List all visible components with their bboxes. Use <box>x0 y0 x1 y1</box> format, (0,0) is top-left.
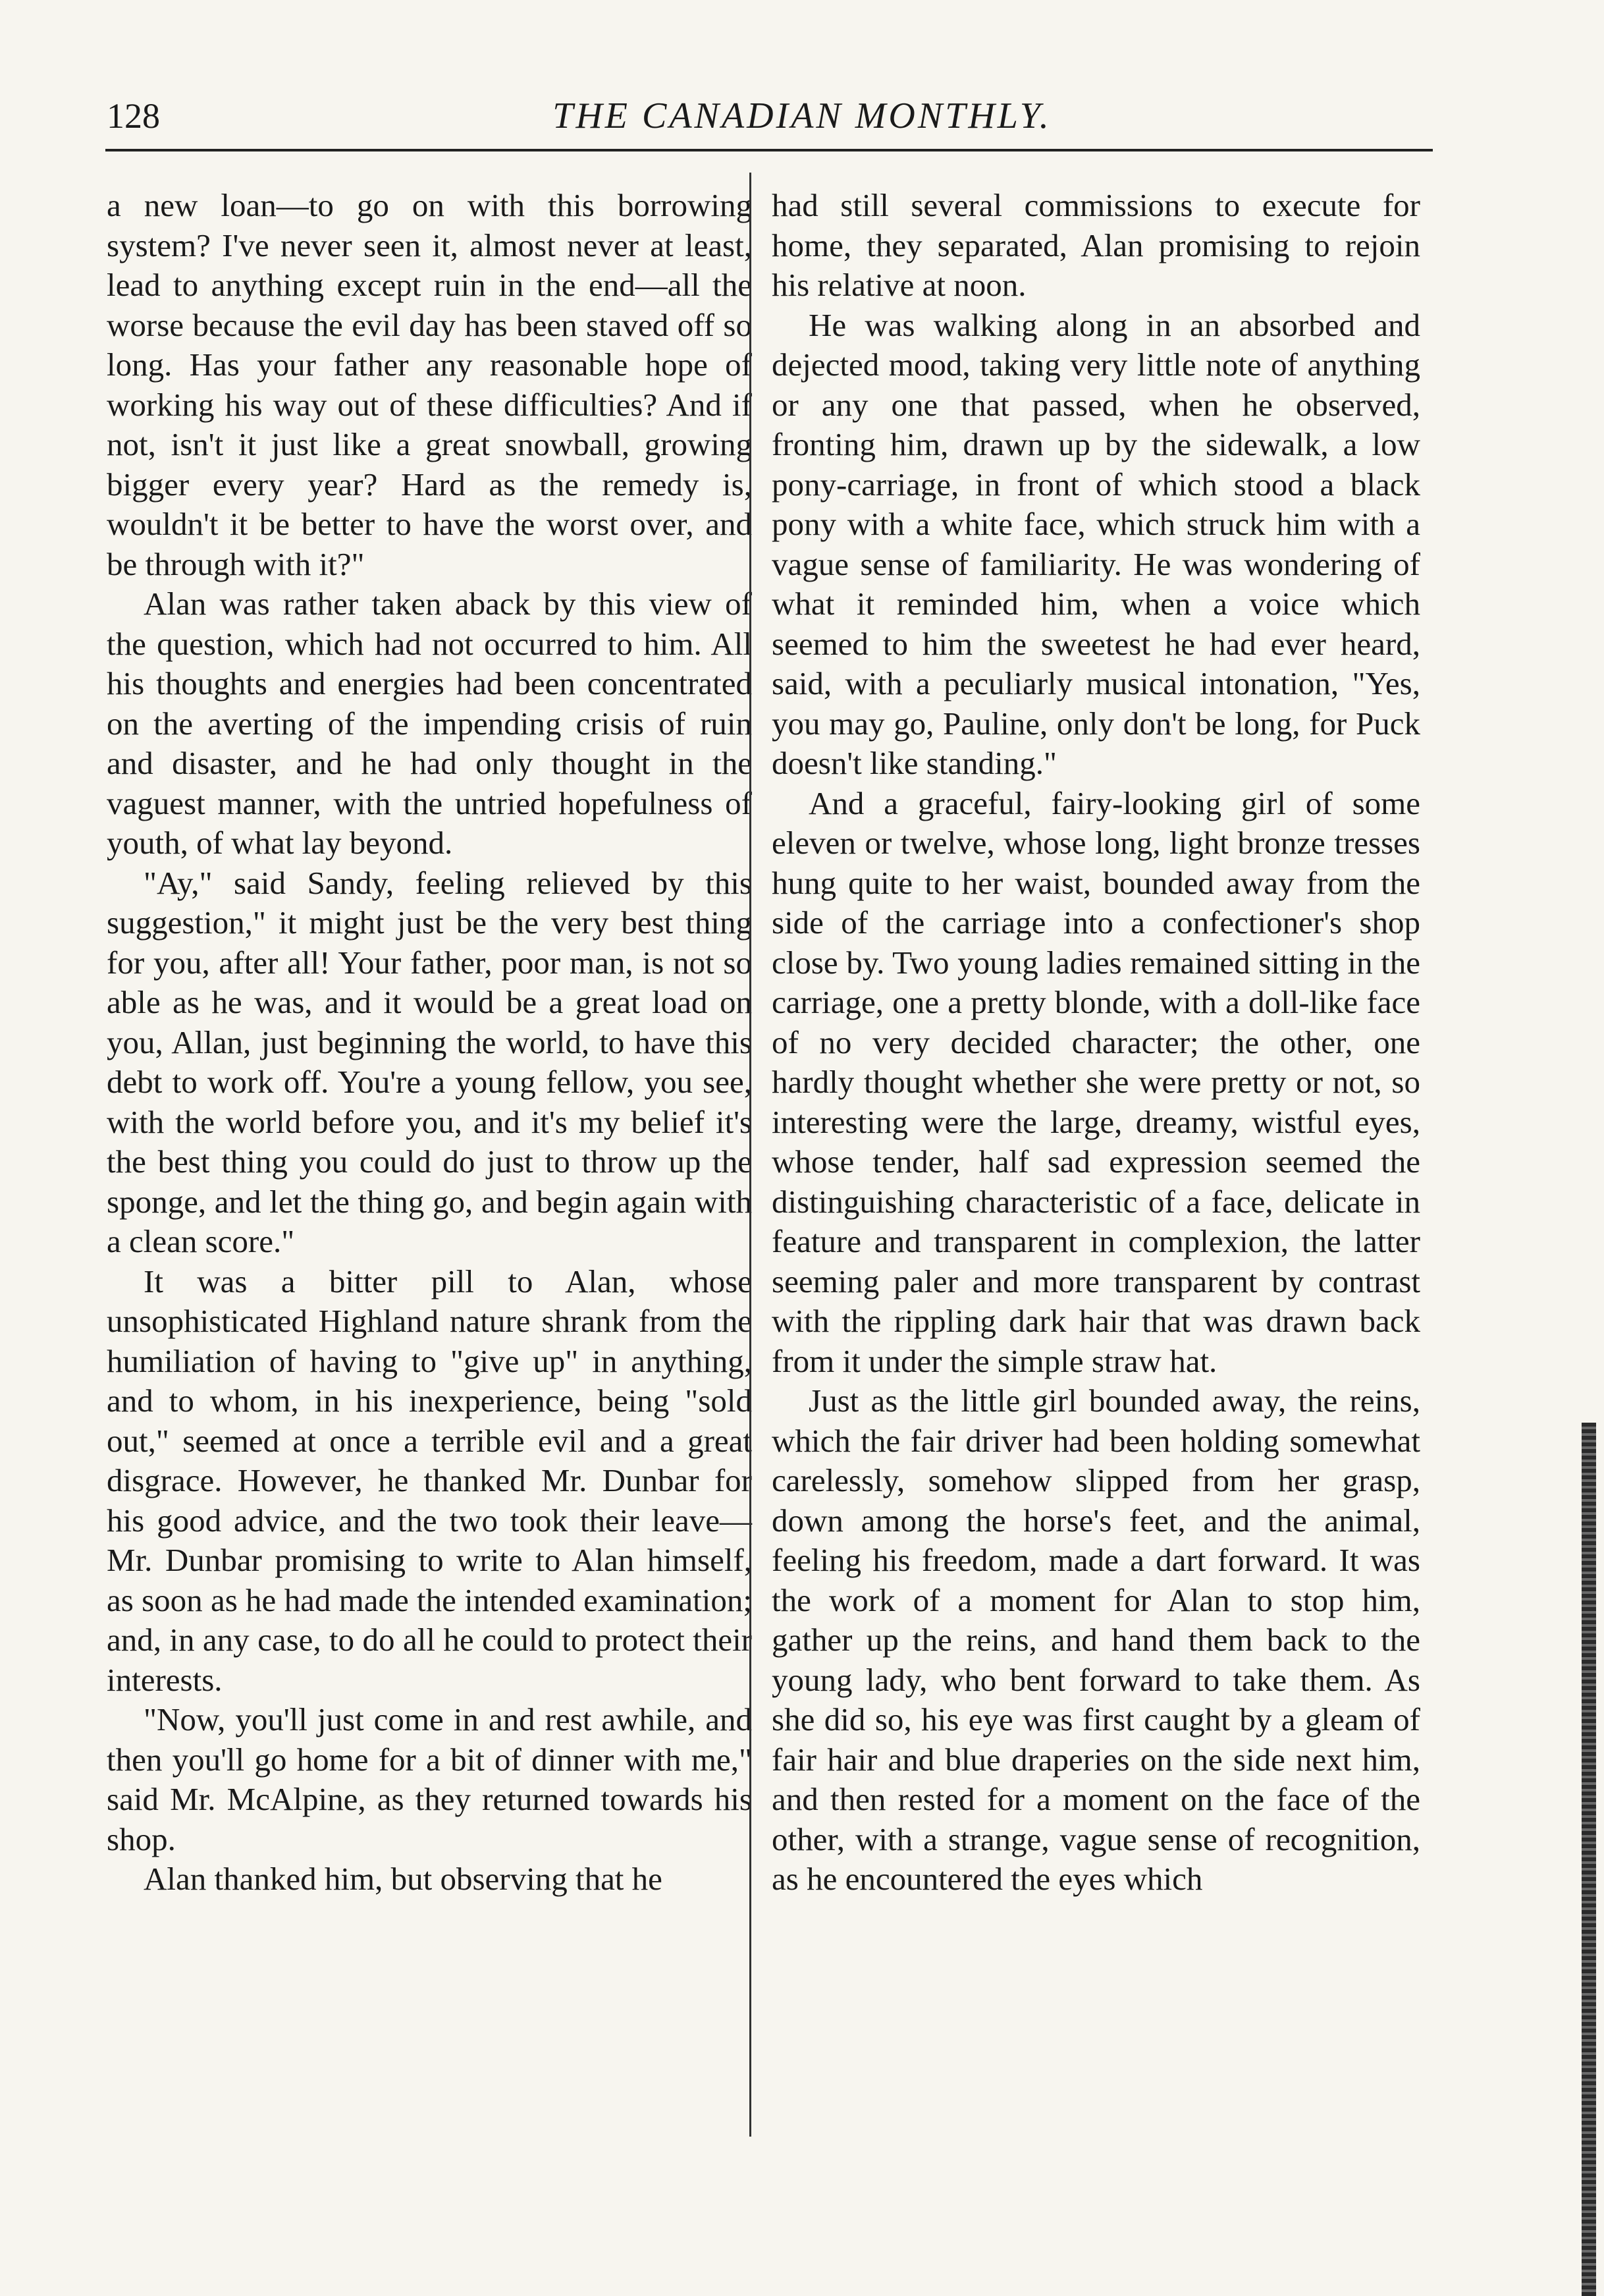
paragraph: had still several commissions to execute for home, they separated, Alan promising to rejoin his relative at noon. <box>772 187 1420 303</box>
left-column <box>107 186 752 1900</box>
paragraph: Just as the little girl bounded away, the reins, which the fair driver had been holding somewhat carelessly, somehow slipped from her grasp, down among the horse's feet, and the animal, feeling his freedom, made a dart forward. It was the work of a moment for Alan to stop him, gather up the reins, and hand them back to the young lady, who bent forward to take them. As she did so, his eye was first caught by a gleam of fair hair and blue draperies on the side next him, and then rested for a moment on the face of the other, with a strange, vague sense of recognition, as he encountered the eyes which <box>772 1382 1420 1897</box>
paragraph: "Now, you'll just come in and rest awhile, and then you'll go home for a bit of dinner with me," said Mr. McAlpine, as they returned towards his shop. <box>107 1701 752 1857</box>
column-divider <box>749 173 751 2137</box>
paragraph: "Ay," said Sandy, feeling relieved by this suggestion," it might just be the very best thing for you, after all! Your father, poor man, is not so able as he was, and it would be a great load on you, Allan, just beginning the world, to have this debt to work off. You're a young fellow, you see, with the world before you, and it's my belief it's the best thing you could do just to throw up the sponge, and let the thing go, and begin again with a clean score." <box>107 864 752 1259</box>
page-number: 128 <box>107 96 160 136</box>
paragraph: a new loan—to go on with this borrowing system? I've never seen it, almost never at least, lead to anything except ruin in the end—all the worse because the evil day has been staved off so long. Has your father any reasonable hope of working his way out of these difficulties? And if not, isn't it just like a great snowball, growing bigger every year? Hard as the remedy is, wouldn't it be better to have the worst over, and be through with it?" <box>107 187 752 582</box>
running-head: THE CANADIAN MONTHLY. <box>552 96 1052 136</box>
right-column <box>772 186 1420 1900</box>
paragraph: Alan thanked him, but observing that he <box>144 1861 662 1897</box>
paragraph: And a graceful, fairy-looking girl of some eleven or twelve, whose long, light bronze tresses hung quite to her waist, bounded away from the side of the carriage into a confectioner's shop close by. Two young ladies remained sitting in the carriage, one a pretty blonde, with a doll-like face of no very decided character; the other, one hardly thought whether she were pretty or not, so interesting were the large, dreamy, wistful eyes, whose tender, half sad expression seemed the distinguishing characteristic of a face, delicate in feature and transparent in complexion, the latter seeming paler and more transparent by contrast with the rippling dark hair that was drawn back from it under the simple straw hat. <box>772 784 1420 1379</box>
binding-edge-shadow <box>1582 1423 1596 2296</box>
paragraph: It was a bitter pill to Alan, whose unsophisticated Highland nature shrank from the humiliation of having to "give up" in anything, and to whom, in his inexperience, being "sold out," seemed at once a terrible evil and a great disgrace. However, he thanked Mr. Dunbar for his good advice, and the two took their leave—Mr. Dunbar promising to write to Alan himself, as soon as he had made the intended examination; and, in any case, to do all he could to protect their interests. <box>107 1263 752 1698</box>
paragraph: He was walking along in an absorbed and dejected mood, taking very little note of anything or any one that passed, when he observed, fronting him, drawn up by the sidewalk, a low pony-carriage, in front of which stood a black pony with a white face, which struck him with a vague sense of familiarity. He was wondering of what it reminded him, when a voice which seemed to him the sweetest he had ever heard, said, with a peculiarly musical intonation, "Yes, you may go, Pauline, only don't be long, for Puck doesn't like standing." <box>772 306 1420 781</box>
paragraph: Alan was rather taken aback by this view of the question, which had not occurred to him. All his thoughts and energies had been concentrated on the averting of the impending crisis of ruin and disaster, and he had only thought in the vaguest manner, with the untried hopefulness of youth, of what lay beyond. <box>107 586 752 861</box>
header-rule <box>105 149 1433 151</box>
